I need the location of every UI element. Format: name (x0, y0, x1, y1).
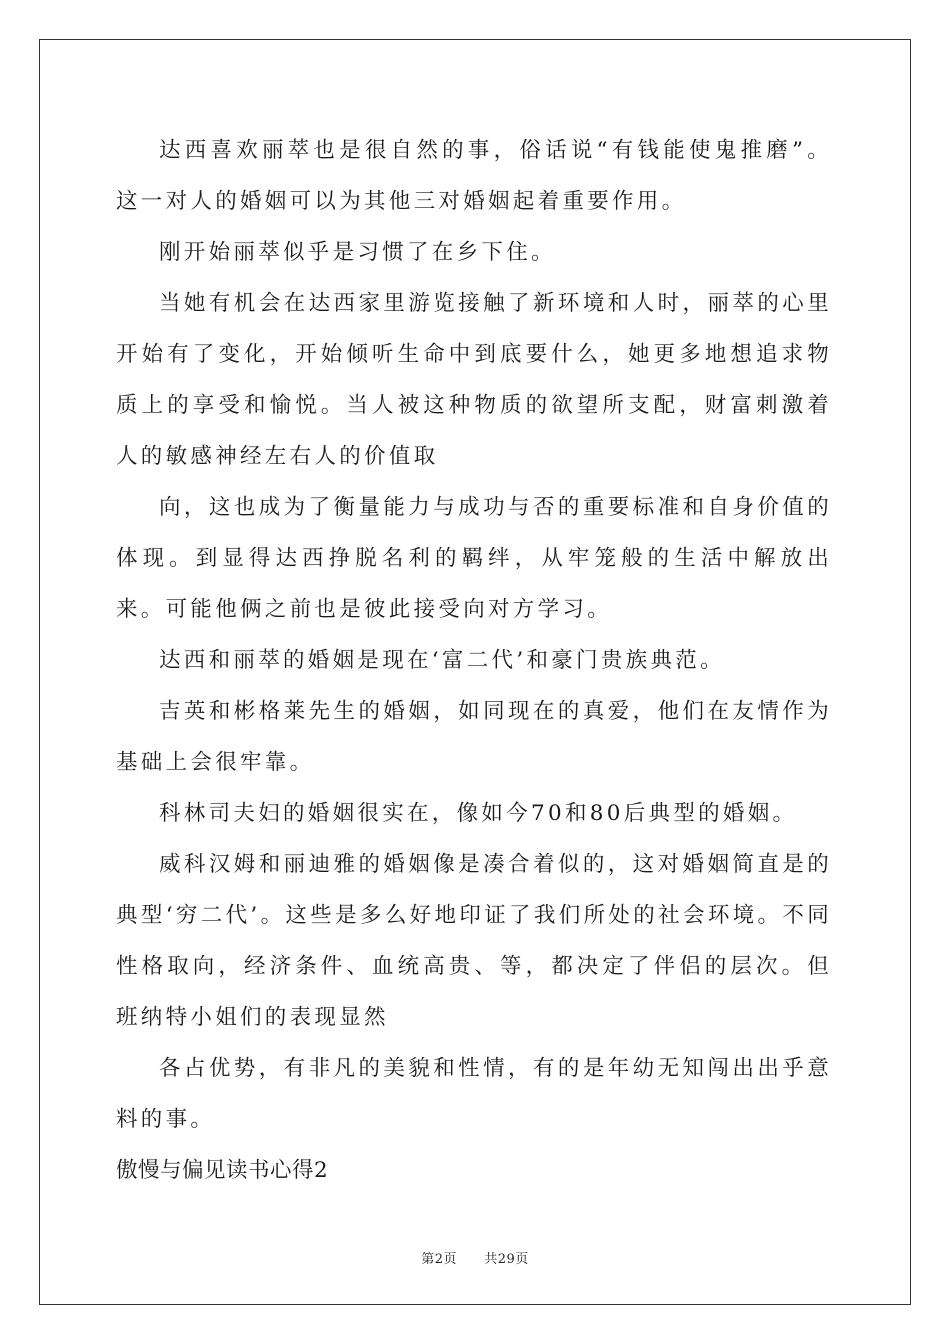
document-body (116, 125, 832, 1196)
page-footer (0, 1248, 950, 1267)
paragraph-9: 各占优势，有非凡的美貌和性情，有的是年幼无知闯出出乎意料的事。 (116, 1056, 832, 1132)
paragraph-2: 刚开始丽萃似乎是习惯了在乡下住。 (159, 240, 556, 265)
paragraph-1: 达西喜欢丽萃也是很自然的事，俗话说“有钱能使鬼推磨”。这一对人的婚姻可以为其他三对婚姻起着重要作用。 (116, 138, 832, 214)
paragraph-3: 当她有机会在达西家里游览接触了新环境和人时，丽萃的心里开始有了变化，开始倾听生命中到底要什么，她更多地想追求物质上的享受和愉悦。当人被这种物质的欲望所支配，财富刺激着人的敏感神经左右人的价值取 (116, 291, 832, 469)
paragraph-4: 向，这也成为了衡量能力与成功与否的重要标准和自身价值的体现。到显得达西挣脱名利的羁绊，从牢笼般的生活中解放出来。可能他俩之前也是彼此接受向对方学习。 (116, 495, 832, 622)
paragraph-5: 达西和丽萃的婚姻是现在‘富二代’和豪门贵族典范。 (159, 648, 725, 673)
section-heading: 傲慢与偏见读书心得2 (116, 1158, 329, 1183)
page-number: 第2页 (421, 1252, 457, 1267)
paragraph-6: 吉英和彬格莱先生的婚姻，如同现在的真爱，他们在友情作为基础上会很牢靠。 (116, 699, 832, 775)
total-pages: 共29页 (484, 1252, 529, 1267)
paragraph-7: 科林司夫妇的婚姻很实在，像如今70和80后典型的婚姻。 (159, 801, 798, 826)
paragraph-8: 威科汉姆和丽迪雅的婚姻像是凑合着似的，这对婚姻简直是的典型‘穷二代’。这些是多么好地印证了我们所处的社会环境。不同性格取向，经济条件、血统高贵、等，都决定了伴侣的层次。但班纳特小姐们的表现显然 (116, 852, 832, 1030)
